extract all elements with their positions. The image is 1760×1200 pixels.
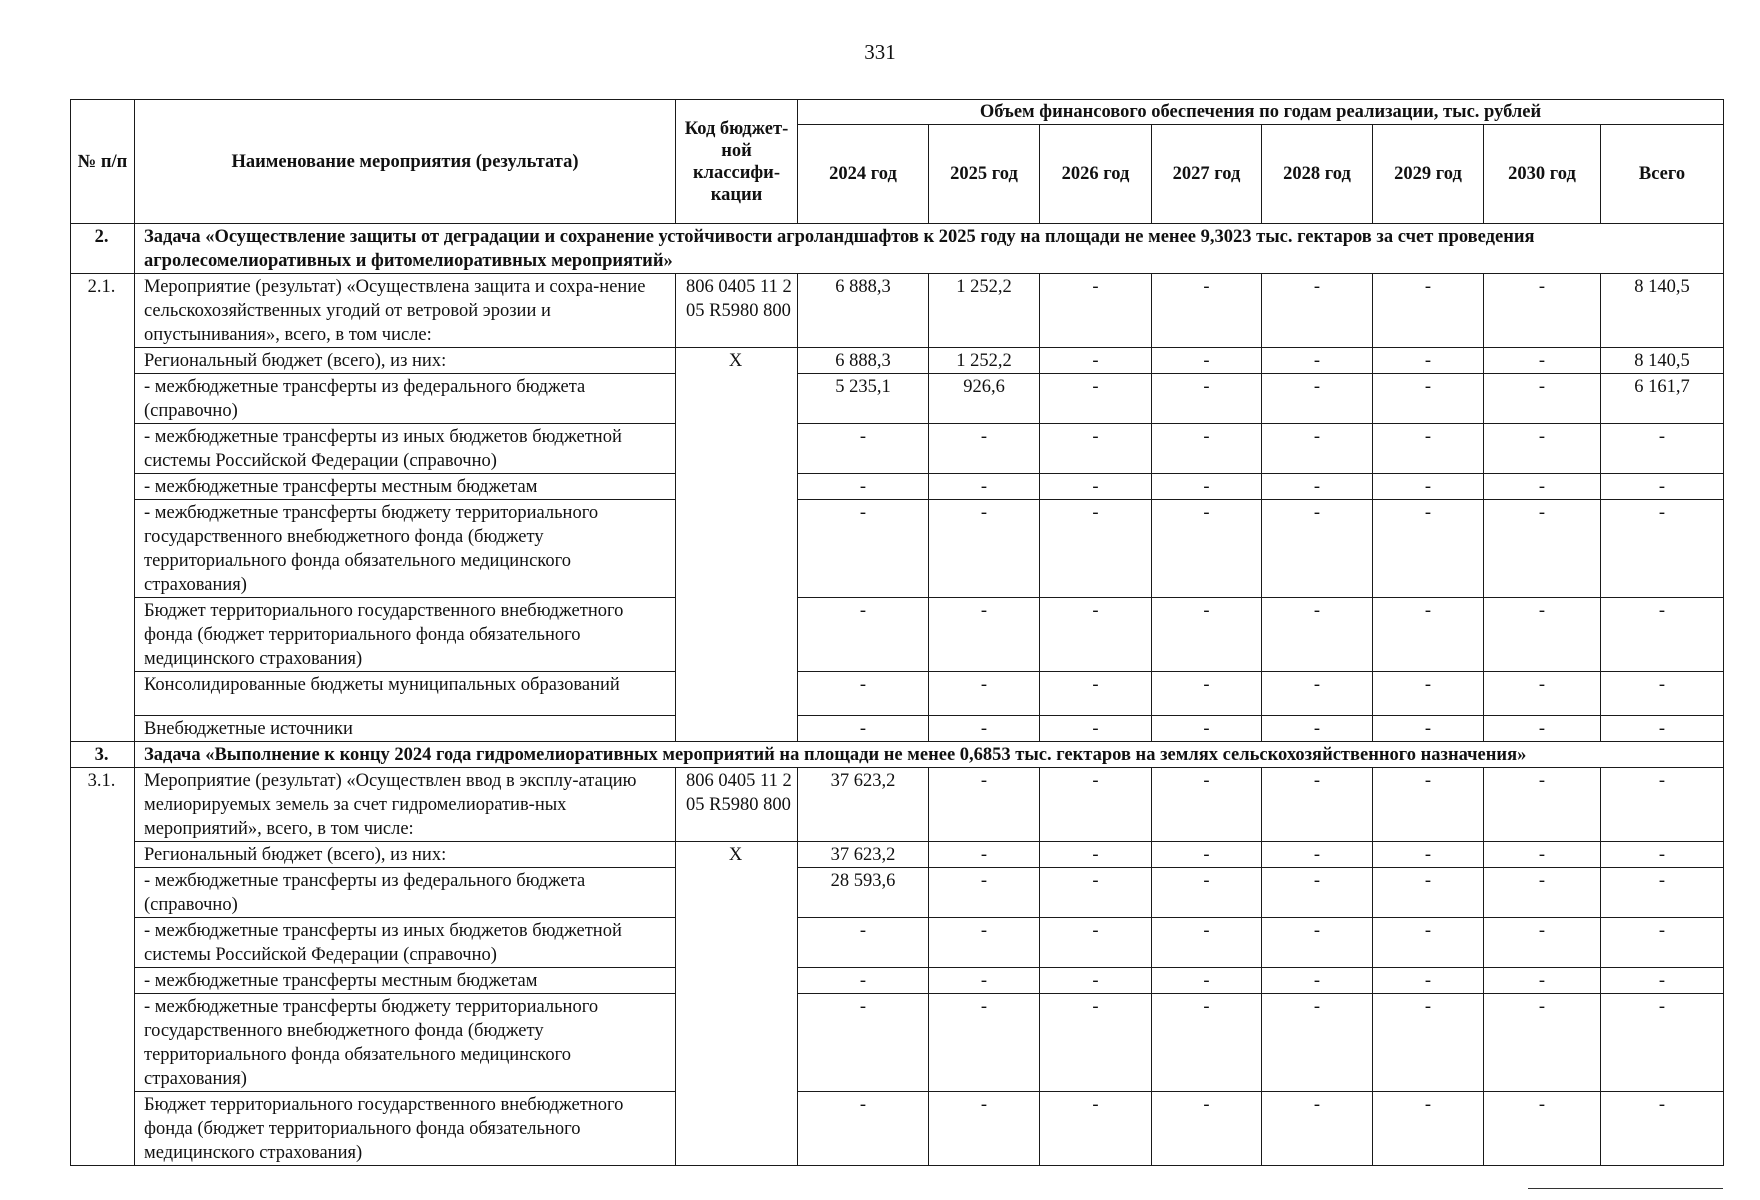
value-cell: - [798, 918, 929, 968]
value-cell: - [1373, 868, 1484, 918]
value-cell: - [1373, 474, 1484, 500]
value-cell: - [929, 842, 1040, 868]
value-cell: - [1373, 348, 1484, 374]
value-cell: - [1152, 348, 1262, 374]
value-cell: - [1040, 348, 1152, 374]
value-cell: - [1152, 868, 1262, 918]
page-number: 331 [864, 40, 896, 64]
value-cell: - [1040, 1092, 1152, 1166]
value-cell: - [929, 868, 1040, 918]
table-row [71, 994, 1724, 1092]
value-cell: - [1040, 918, 1152, 968]
value-cell: 1 252,2 [929, 274, 1040, 348]
value-cell: - [1262, 374, 1373, 424]
value-cell: - [1152, 716, 1262, 742]
value-cell: 8 140,5 [1601, 274, 1724, 348]
table-row [71, 598, 1724, 672]
value-cell: - [929, 768, 1040, 842]
value-cell: - [1262, 474, 1373, 500]
header-num: № п/п [71, 100, 135, 224]
value-cell: - [1601, 424, 1724, 474]
value-cell: - [1601, 500, 1724, 598]
value-cell: - [1262, 348, 1373, 374]
value-cell: - [1484, 768, 1601, 842]
value-cell: - [1484, 716, 1601, 742]
value-cell: - [1601, 598, 1724, 672]
table-row [71, 274, 1724, 348]
value-cell: - [1040, 868, 1152, 918]
value-cell: - [1152, 598, 1262, 672]
value-cell: - [1152, 500, 1262, 598]
value-cell: - [1601, 716, 1724, 742]
table-row [71, 424, 1724, 474]
row-number: 2.1. [71, 274, 135, 742]
value-cell: 926,6 [929, 374, 1040, 424]
value-cell: - [1373, 994, 1484, 1092]
value-cell: - [1484, 474, 1601, 500]
row-number: 3. [71, 742, 135, 768]
budget-source-name: Региональный бюджет (всего), из них: [135, 842, 676, 868]
value-cell: - [1373, 274, 1484, 348]
value-cell: - [1152, 1092, 1262, 1166]
value-cell: - [1152, 474, 1262, 500]
value-cell: - [929, 598, 1040, 672]
footer-rule [1528, 1188, 1723, 1189]
table-row [71, 868, 1724, 918]
value-cell: - [1152, 968, 1262, 994]
value-cell: - [929, 716, 1040, 742]
value-cell: - [1262, 716, 1373, 742]
value-cell: - [1484, 348, 1601, 374]
value-cell: - [929, 918, 1040, 968]
value-cell: - [1484, 374, 1601, 424]
value-cell: - [1484, 500, 1601, 598]
header-volume: Объем финансового обеспечения по годам реализации, тыс. рублей [798, 100, 1724, 125]
value-cell: - [1373, 374, 1484, 424]
value-cell: - [1373, 768, 1484, 842]
value-cell: - [1262, 274, 1373, 348]
budget-source-name: - межбюджетные трансферты из иных бюджетов бюджетной системы Российской Федерации (справочно) [135, 918, 676, 968]
value-cell: - [1262, 842, 1373, 868]
value-cell: - [1152, 994, 1262, 1092]
value-cell: 5 235,1 [798, 374, 929, 424]
value-cell: - [1040, 474, 1152, 500]
value-cell: 8 140,5 [1601, 348, 1724, 374]
value-cell: - [1152, 918, 1262, 968]
value-cell: - [1040, 274, 1152, 348]
budget-source-name: - межбюджетные трансферты из федерального бюджета (справочно) [135, 868, 676, 918]
table-row [71, 672, 1724, 716]
value-cell: - [1262, 424, 1373, 474]
value-cell: 37 623,2 [798, 842, 929, 868]
value-cell: - [1152, 274, 1262, 348]
value-cell: - [798, 424, 929, 474]
task-row [71, 224, 1724, 274]
value-cell: - [1484, 1092, 1601, 1166]
value-cell: - [1601, 768, 1724, 842]
value-cell: - [1601, 968, 1724, 994]
value-cell: - [929, 968, 1040, 994]
value-cell: - [1262, 968, 1373, 994]
row-number: 2. [71, 224, 135, 274]
budget-code: 806 0405 11 2 05 R5980 800 [676, 768, 798, 842]
table-row [71, 500, 1724, 598]
value-cell: - [1262, 1092, 1373, 1166]
header-code: Код бюджет-ной классифи-кации [676, 100, 798, 224]
value-cell: - [1262, 918, 1373, 968]
task-text: Задача «Осуществление защиты от деградации и сохранение устойчивости агроландшафтов к 2025 году на площади не менее 9,3023 тыс. гектаров за счет проведения агролесомелиоративных и фитомелиоративных мероприятий» [135, 224, 1724, 274]
table-row [71, 716, 1724, 742]
value-cell: - [1601, 868, 1724, 918]
value-cell: - [929, 474, 1040, 500]
value-cell: - [1484, 994, 1601, 1092]
value-cell: - [1040, 672, 1152, 716]
header-year-1: 2025 год [929, 125, 1040, 224]
value-cell: - [929, 1092, 1040, 1166]
value-cell: - [1373, 1092, 1484, 1166]
value-cell: - [1040, 768, 1152, 842]
value-cell: - [1484, 274, 1601, 348]
value-cell: - [1152, 672, 1262, 716]
table-row [71, 918, 1724, 968]
table-row [71, 348, 1724, 374]
value-cell: - [1262, 672, 1373, 716]
value-cell: - [798, 500, 929, 598]
value-cell: - [798, 1092, 929, 1166]
value-cell: - [1040, 424, 1152, 474]
measure-name: Мероприятие (результат) «Осуществлен ввод в эксплу-атацию мелиорируемых земель за счет гидромелиоратив-ных мероприятий», всего, в том числе: [135, 768, 676, 842]
budget-source-name: - межбюджетные трансферты местным бюджетам [135, 474, 676, 500]
budget-source-name: Консолидированные бюджеты муниципальных образований [135, 672, 676, 716]
value-cell: - [798, 994, 929, 1092]
value-cell: - [798, 968, 929, 994]
value-cell: - [1373, 424, 1484, 474]
value-cell: - [1040, 716, 1152, 742]
table-row [71, 768, 1724, 842]
value-cell: - [1262, 768, 1373, 842]
value-cell: - [1484, 842, 1601, 868]
table-row [71, 374, 1724, 424]
value-cell: - [798, 598, 929, 672]
table-row [71, 1092, 1724, 1166]
value-cell: - [1373, 672, 1484, 716]
value-cell: 6 161,7 [1601, 374, 1724, 424]
value-cell: - [1040, 842, 1152, 868]
task-text: Задача «Выполнение к концу 2024 года гидромелиоративных мероприятий на площади не менее 0,6853 тыс. гектаров на землях сельскохозяйственного назначения» [135, 742, 1724, 768]
value-cell: - [1484, 918, 1601, 968]
value-cell: - [1373, 500, 1484, 598]
row-number: 3.1. [71, 768, 135, 1166]
value-cell: - [1484, 868, 1601, 918]
value-cell: - [1373, 598, 1484, 672]
value-cell: 28 593,6 [798, 868, 929, 918]
value-cell: - [929, 672, 1040, 716]
header-year-3: 2027 год [1152, 125, 1262, 224]
value-cell: - [1484, 424, 1601, 474]
value-cell: - [929, 994, 1040, 1092]
value-cell: - [1484, 968, 1601, 994]
header-year-4: 2028 год [1262, 125, 1373, 224]
header-year-2: 2026 год [1040, 125, 1152, 224]
value-cell: - [1484, 672, 1601, 716]
budget-table [70, 99, 1724, 1166]
value-cell: - [1152, 768, 1262, 842]
measure-name: Мероприятие (результат) «Осуществлена защита и сохра-нение сельскохозяйственных угодий от ветровой эрозии и опустынивания», всего, в том числе: [135, 274, 676, 348]
value-cell: - [1601, 474, 1724, 500]
value-cell: - [1601, 672, 1724, 716]
value-cell: - [1040, 598, 1152, 672]
table-body [71, 224, 1724, 1166]
budget-source-name: - межбюджетные трансферты бюджету территориального государственного внебюджетного фонда (бюджету территориального фонда обязательного медицинского страхования) [135, 500, 676, 598]
value-cell: - [1373, 716, 1484, 742]
value-cell: - [1152, 842, 1262, 868]
value-cell: - [1601, 918, 1724, 968]
value-cell: - [1262, 868, 1373, 918]
table-row [71, 474, 1724, 500]
value-cell: 6 888,3 [798, 348, 929, 374]
budget-source-name: Бюджет территориального государственного внебюджетного фонда (бюджет территориального фонда обязательного медицинского страхования) [135, 1092, 676, 1166]
value-cell: - [798, 672, 929, 716]
table-row [71, 842, 1724, 868]
value-cell: - [1040, 968, 1152, 994]
table-row [71, 968, 1724, 994]
value-cell: - [798, 474, 929, 500]
value-cell: - [1601, 994, 1724, 1092]
value-cell: - [1373, 968, 1484, 994]
value-cell: - [1152, 424, 1262, 474]
value-cell: - [1262, 598, 1373, 672]
value-cell: - [1262, 994, 1373, 1092]
budget-code: Х [676, 348, 798, 742]
value-cell: - [798, 716, 929, 742]
header-year-6: 2030 год [1484, 125, 1601, 224]
budget-source-name: Внебюджетные источники [135, 716, 676, 742]
header-year-5: 2029 год [1373, 125, 1484, 224]
value-cell: 37 623,2 [798, 768, 929, 842]
value-cell: 6 888,3 [798, 274, 929, 348]
value-cell: - [1040, 994, 1152, 1092]
value-cell: - [1373, 918, 1484, 968]
value-cell: - [1373, 842, 1484, 868]
task-row [71, 742, 1724, 768]
value-cell: - [929, 424, 1040, 474]
value-cell: - [1484, 598, 1601, 672]
budget-source-name: - межбюджетные трансферты из федерального бюджета (справочно) [135, 374, 676, 424]
budget-source-name: Региональный бюджет (всего), из них: [135, 348, 676, 374]
budget-source-name: - межбюджетные трансферты из иных бюджетов бюджетной системы Российской Федерации (справочно) [135, 424, 676, 474]
budget-source-name: - межбюджетные трансферты бюджету территориального государственного внебюджетного фонда (бюджету территориального фонда обязательного медицинского страхования) [135, 994, 676, 1092]
value-cell: - [1040, 374, 1152, 424]
value-cell: - [1262, 500, 1373, 598]
budget-source-name: Бюджет территориального государственного внебюджетного фонда (бюджет территориального фонда обязательного медицинского страхования) [135, 598, 676, 672]
header-year-0: 2024 год [798, 125, 929, 224]
value-cell: - [1601, 842, 1724, 868]
value-cell: 1 252,2 [929, 348, 1040, 374]
value-cell: - [1040, 500, 1152, 598]
budget-code: Х [676, 842, 798, 1166]
value-cell: - [1152, 374, 1262, 424]
header-name: Наименование мероприятия (результата) [135, 100, 676, 224]
header-year-7: Всего [1601, 125, 1724, 224]
value-cell: - [1601, 1092, 1724, 1166]
budget-source-name: - межбюджетные трансферты местным бюджетам [135, 968, 676, 994]
value-cell: - [929, 500, 1040, 598]
budget-code: 806 0405 11 2 05 R5980 800 [676, 274, 798, 348]
